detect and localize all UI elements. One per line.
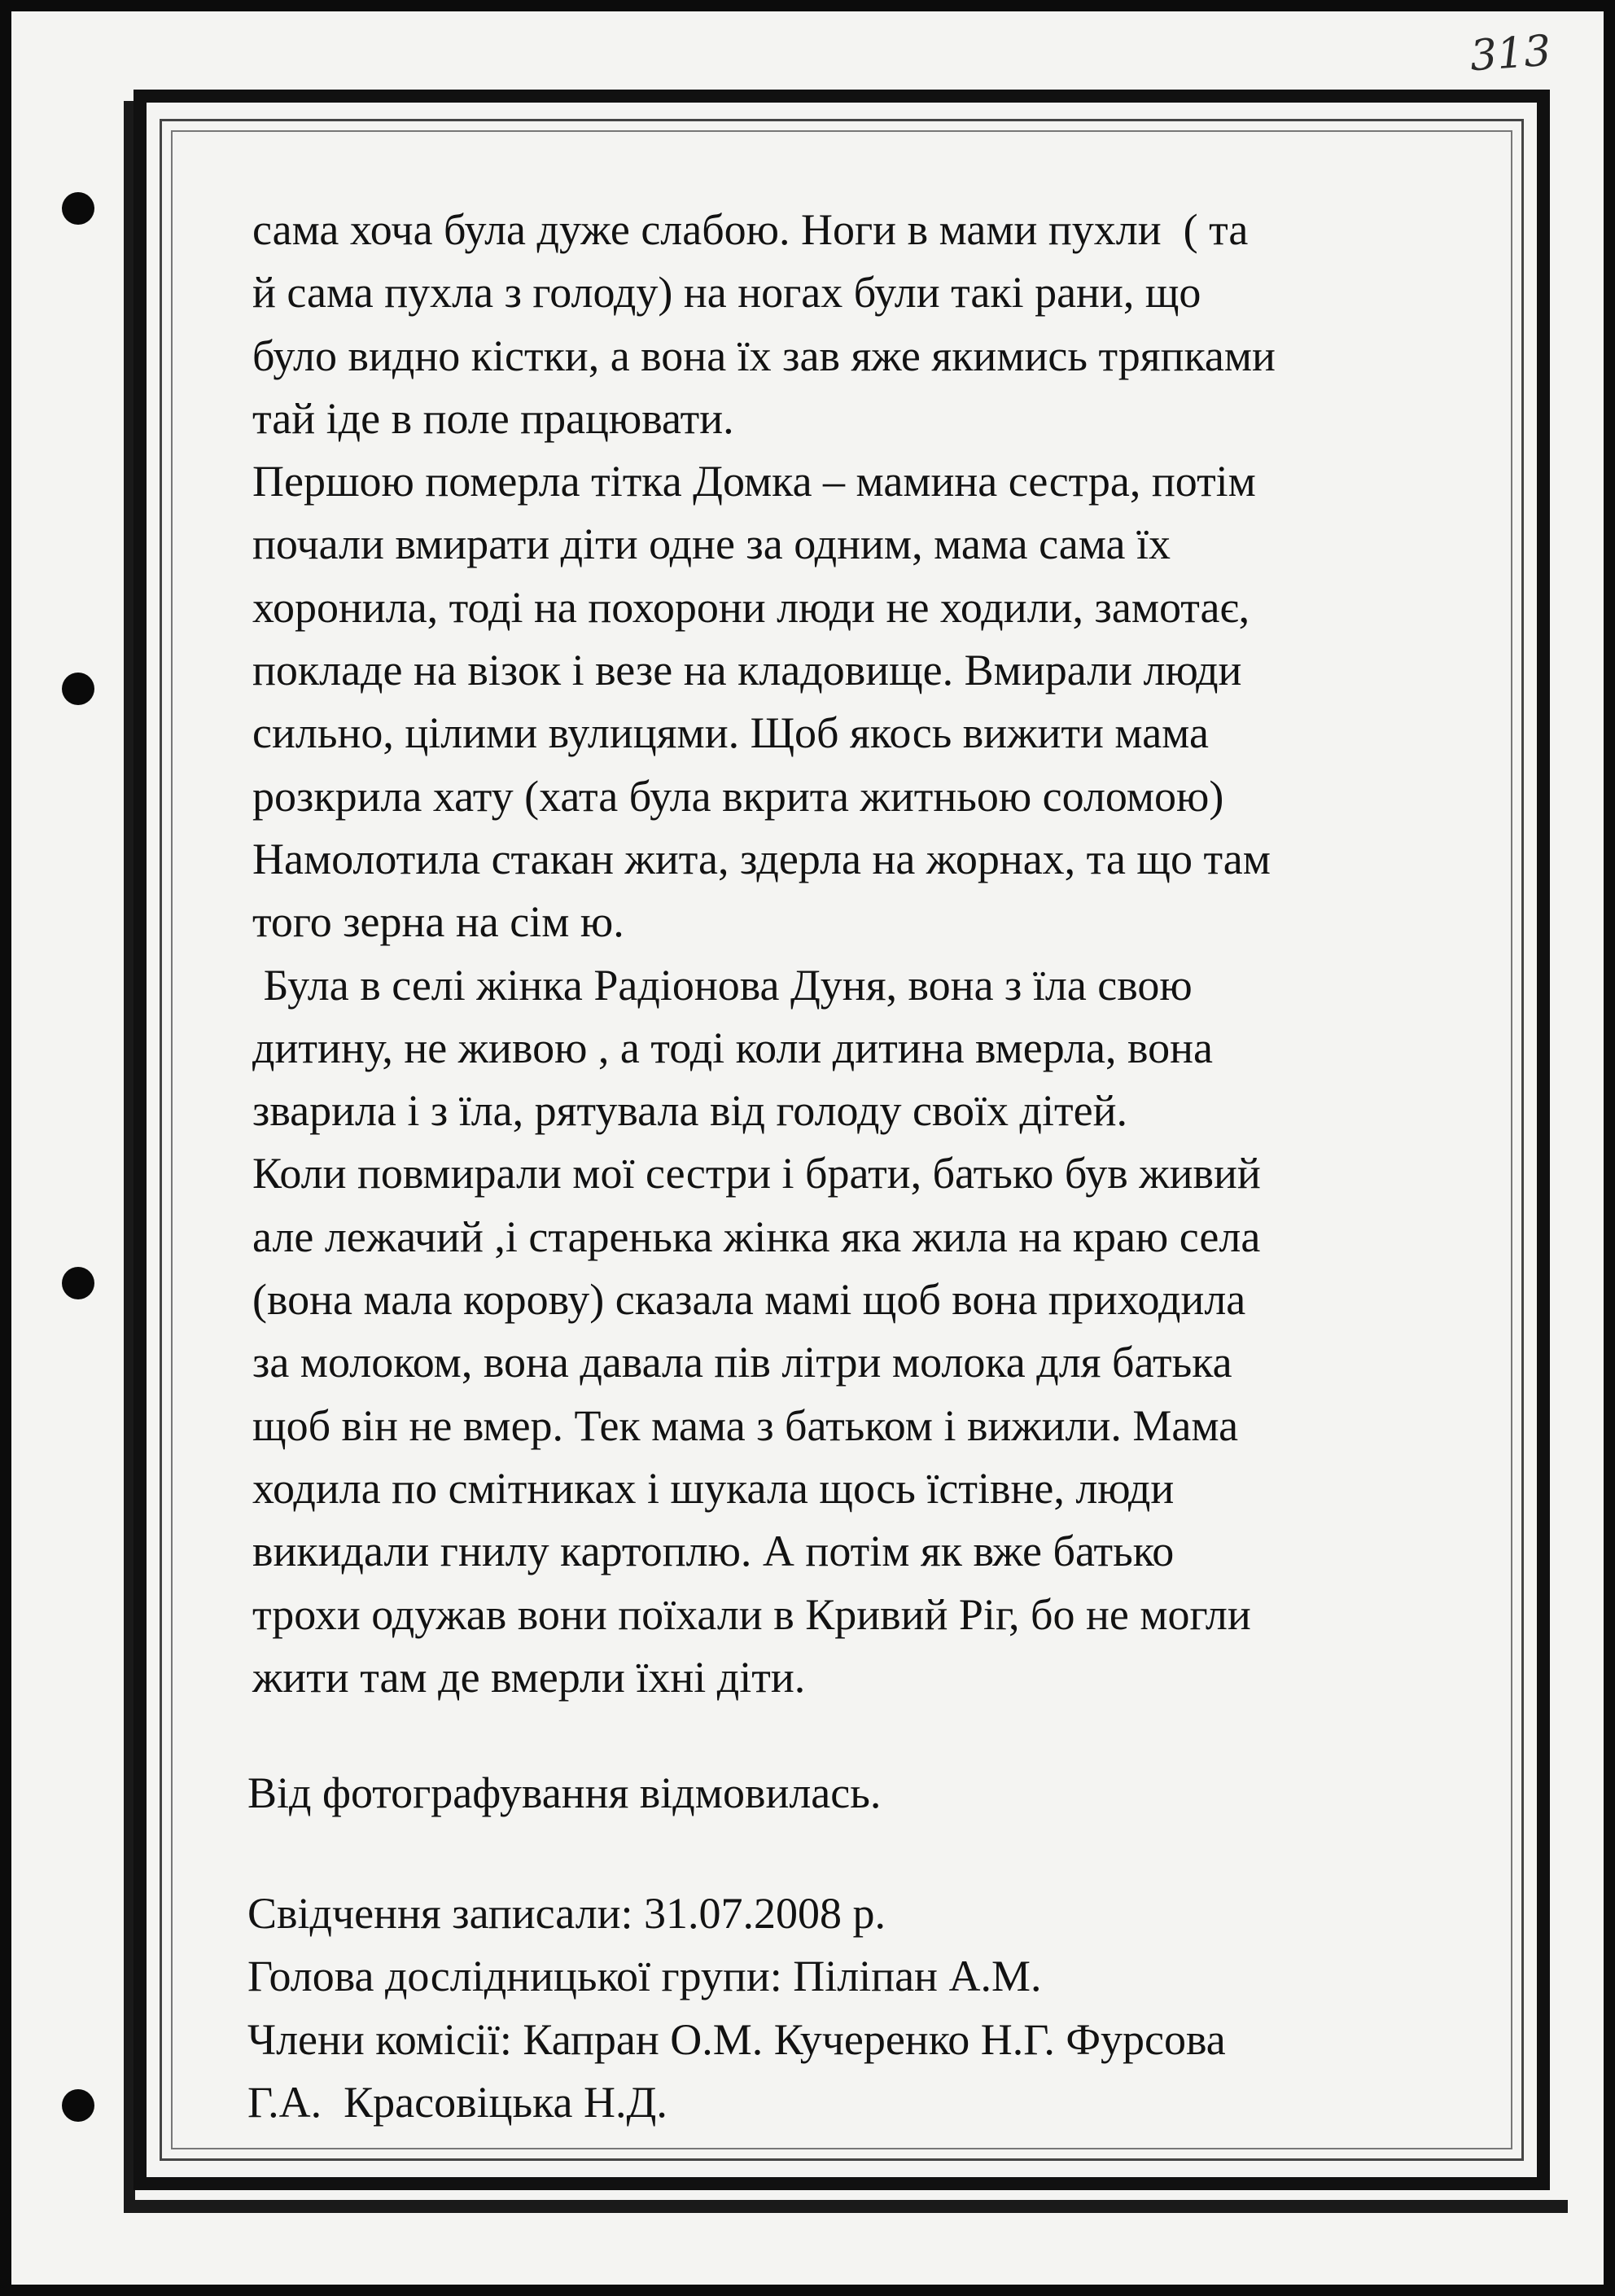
body-line: й сама пухла з голоду) на ногах були такі рани, що [252, 268, 1201, 318]
body-line: сильно, цілими вулицями. Щоб якось вижити мама [252, 708, 1209, 758]
testimony-body [252, 199, 1522, 1709]
punch-hole [62, 2089, 94, 2122]
body-line: за молоком, вона давала пів літри молока для батька [252, 1338, 1232, 1387]
body-line: сама хоча була дуже слабою. Ноги в мами пухли ( та [252, 205, 1249, 254]
group-head: Голова дослідницької групи: Піліпан А.М. [247, 1952, 1042, 2001]
body-line: ходила по смітниках і шукала щось їстівне, люди [252, 1463, 1175, 1513]
body-line: зварила і з їла, рятувала від голоду своїх дітей. [252, 1086, 1127, 1136]
body-line: почали вмирати діти одне за одним, мама сама їх [252, 519, 1171, 569]
body-line: тай іде в поле працювати. [252, 393, 734, 443]
document-page [11, 11, 1604, 2285]
body-line: щоб він не вмер. Тек мама з батьком і вижили. Мама [252, 1400, 1239, 1450]
punch-hole [62, 673, 94, 705]
body-line: Першою померла тітка Домка – мамина сестра, потім [252, 457, 1256, 506]
page-number: 313 [1468, 26, 1553, 81]
body-line: жити там де вмерли їхні діти. [252, 1652, 806, 1702]
body-line: Була в селі жінка Радіонова Дуня, вона з їла свою [252, 960, 1193, 1010]
body-line: дитину, не живою , а тоді коли дитина вмерла, вона [252, 1023, 1213, 1072]
photo-refusal-text: Від фотографування відмовилась. [247, 1768, 882, 1817]
body-line: хоронила, тоді на похорони люди не ходили, замотає, [252, 582, 1250, 632]
body-line: того зерна на сім ю. [252, 897, 624, 947]
body-line: покладе на візок і везе на кладовище. Вмирали люди [252, 646, 1242, 695]
testimony-signatures [247, 1882, 1517, 2134]
body-line: розкрила хату (хата була вкрита житньою соломою) [252, 771, 1224, 821]
punch-hole [62, 1267, 94, 1299]
body-line: Коли повмирали мої сестри і брати, батько був живий [252, 1149, 1261, 1198]
body-line: було видно кістки, а вона їх зав яже якимись тряпками [252, 331, 1276, 380]
body-line: але лежачий ,і старенька жінка яка жила на краю села [252, 1212, 1261, 1261]
commission-members: Члени комісії: Капран О.М. Кучеренко Н.Г. Фурсова [247, 2014, 1226, 2064]
photo-refusal [247, 1762, 1517, 1825]
body-line: Намолотила стакан жита, здерла на жорнах, та що там [252, 834, 1271, 883]
body-line: викидали гнилу картоплю. А потім як вже батько [252, 1527, 1175, 1576]
body-line: трохи одужав вони поїхали в Кривий Ріг, бо не могли [252, 1589, 1251, 1639]
punch-hole [62, 192, 94, 225]
recorded-date: Свідчення записали: 31.07.2008 р. [247, 1889, 886, 1938]
body-line: (вона мала корову) сказала мамі щоб вона приходила [252, 1275, 1246, 1325]
commission-members-continued: Г.А. Красовіцька Н.Д. [247, 2077, 667, 2127]
